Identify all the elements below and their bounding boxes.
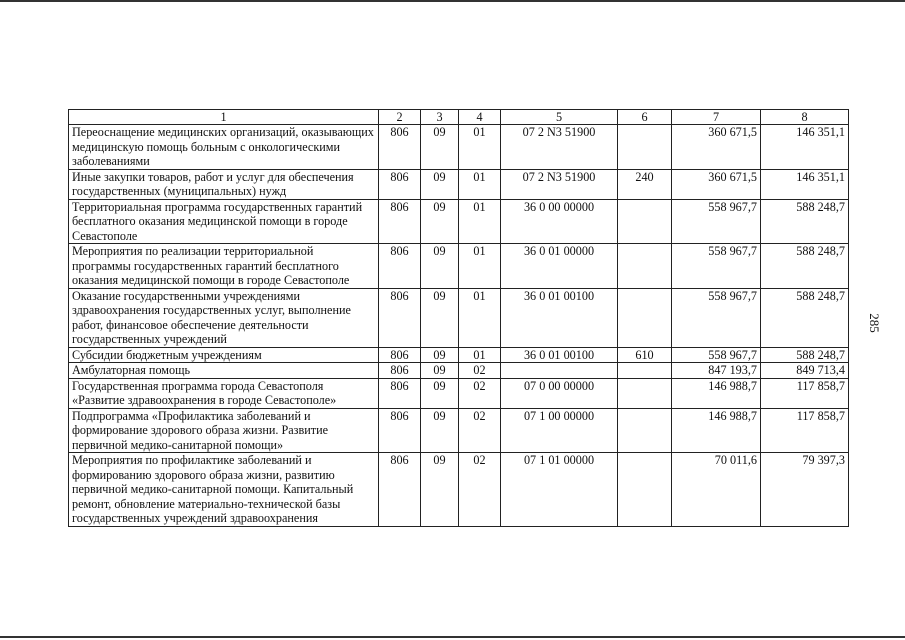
section-code: 09 (421, 408, 459, 453)
ved-code: 806 (379, 125, 421, 170)
amount-col8: 146 351,1 (761, 169, 849, 199)
section-code: 09 (421, 125, 459, 170)
section-code: 09 (421, 363, 459, 379)
target-article-code: 07 2 N3 51900 (501, 125, 618, 170)
target-article-code: 07 1 00 00000 (501, 408, 618, 453)
target-article-code: 36 0 01 00000 (501, 244, 618, 289)
table-row (69, 453, 849, 527)
amount-col7: 558 967,7 (672, 347, 761, 363)
expense-type-code: 240 (618, 169, 672, 199)
table-row (69, 288, 849, 347)
amount-col7: 360 671,5 (672, 125, 761, 170)
expense-type-code (618, 125, 672, 170)
ved-code: 806 (379, 199, 421, 244)
ved-code: 806 (379, 363, 421, 379)
header-cell: 8 (761, 110, 849, 125)
header-cell: 7 (672, 110, 761, 125)
expense-type-code (618, 244, 672, 289)
table-row (69, 378, 849, 408)
target-article-code: 36 0 01 00100 (501, 347, 618, 363)
target-article-code: 07 0 00 00000 (501, 378, 618, 408)
expense-type-code (618, 199, 672, 244)
row-name: Государственная программа города Севастополя «Развитие здравоохранения в городе Севастополе» (69, 378, 379, 408)
subsection-code: 02 (459, 408, 501, 453)
row-name: Переоснащение медицинских организаций, оказывающих медицинскую помощь больным с онкологическими заболеваниями (69, 125, 379, 170)
section-code: 09 (421, 169, 459, 199)
row-name: Мероприятия по профилактике заболеваний и формированию здорового образа жизни, развитию первичной медико-санитарной помощи. Капитальный ремонт, обновление материально-технической базы государственных учреждений здравоохранения (69, 453, 379, 527)
table-row (69, 125, 849, 170)
target-article-code: 07 2 N3 51900 (501, 169, 618, 199)
target-article-code: 36 0 00 00000 (501, 199, 618, 244)
scan-bottom-edge (0, 636, 905, 638)
amount-col8: 117 858,7 (761, 378, 849, 408)
ved-code: 806 (379, 169, 421, 199)
section-code: 09 (421, 453, 459, 527)
row-name: Амбулаторная помощь (69, 363, 379, 379)
header-cell: 2 (379, 110, 421, 125)
section-code: 09 (421, 244, 459, 289)
ved-code: 806 (379, 408, 421, 453)
expense-type-code (618, 288, 672, 347)
ved-code: 806 (379, 244, 421, 289)
amount-col7: 146 988,7 (672, 408, 761, 453)
expense-type-code (618, 408, 672, 453)
amount-col7: 558 967,7 (672, 244, 761, 289)
header-cell: 4 (459, 110, 501, 125)
amount-col7: 558 967,7 (672, 288, 761, 347)
row-name: Мероприятия по реализации территориальной программы государственных гарантий бесплатного оказания медицинской помощи в городе Севастополе (69, 244, 379, 289)
amount-col8: 849 713,4 (761, 363, 849, 379)
budget-table (68, 109, 849, 527)
header-cell: 3 (421, 110, 459, 125)
subsection-code: 02 (459, 378, 501, 408)
target-article-code: 36 0 01 00100 (501, 288, 618, 347)
subsection-code: 01 (459, 125, 501, 170)
expense-type-code: 610 (618, 347, 672, 363)
header-cell: 6 (618, 110, 672, 125)
amount-col7: 360 671,5 (672, 169, 761, 199)
amount-col7: 146 988,7 (672, 378, 761, 408)
amount-col7: 847 193,7 (672, 363, 761, 379)
section-code: 09 (421, 288, 459, 347)
subsection-code: 01 (459, 244, 501, 289)
scan-top-edge (0, 0, 905, 7)
ved-code: 806 (379, 378, 421, 408)
ved-code: 806 (379, 288, 421, 347)
table-row (69, 408, 849, 453)
expense-type-code (618, 363, 672, 379)
row-name: Оказание государственными учреждениями здравоохранения государственных услуг, выполнение работ, финансовое обеспечение деятельности государственных учреждений (69, 288, 379, 347)
amount-col8: 588 248,7 (761, 244, 849, 289)
row-name: Территориальная программа государственных гарантий бесплатного оказания медицинской помощи в городе Севастополе (69, 199, 379, 244)
ved-code: 806 (379, 453, 421, 527)
expense-type-code (618, 378, 672, 408)
table-row (69, 244, 849, 289)
target-article-code: 07 1 01 00000 (501, 453, 618, 527)
subsection-code: 01 (459, 347, 501, 363)
subsection-code: 02 (459, 453, 501, 527)
table-header (69, 110, 849, 125)
target-article-code (501, 363, 618, 379)
amount-col8: 588 248,7 (761, 347, 849, 363)
table-row (69, 199, 849, 244)
page-number: 285 (867, 313, 882, 333)
section-code: 09 (421, 199, 459, 244)
expense-type-code (618, 453, 672, 527)
amount-col8: 117 858,7 (761, 408, 849, 453)
header-cell: 1 (69, 110, 379, 125)
subsection-code: 01 (459, 288, 501, 347)
section-code: 09 (421, 347, 459, 363)
amount-col8: 588 248,7 (761, 288, 849, 347)
section-code: 09 (421, 378, 459, 408)
amount-col7: 70 011,6 (672, 453, 761, 527)
row-name: Подпрограмма «Профилактика заболеваний и формирование здорового образа жизни. Развитие первичной медико-санитарной помощи» (69, 408, 379, 453)
amount-col7: 558 967,7 (672, 199, 761, 244)
table-row (69, 169, 849, 199)
ved-code: 806 (379, 347, 421, 363)
amount-col8: 588 248,7 (761, 199, 849, 244)
subsection-code: 01 (459, 169, 501, 199)
row-name: Субсидии бюджетным учреждениям (69, 347, 379, 363)
header-cell: 5 (501, 110, 618, 125)
row-name: Иные закупки товаров, работ и услуг для обеспечения государственных (муниципальных) нужд (69, 169, 379, 199)
table-row (69, 347, 849, 363)
amount-col8: 79 397,3 (761, 453, 849, 527)
subsection-code: 02 (459, 363, 501, 379)
amount-col8: 146 351,1 (761, 125, 849, 170)
subsection-code: 01 (459, 199, 501, 244)
table-row (69, 363, 849, 379)
